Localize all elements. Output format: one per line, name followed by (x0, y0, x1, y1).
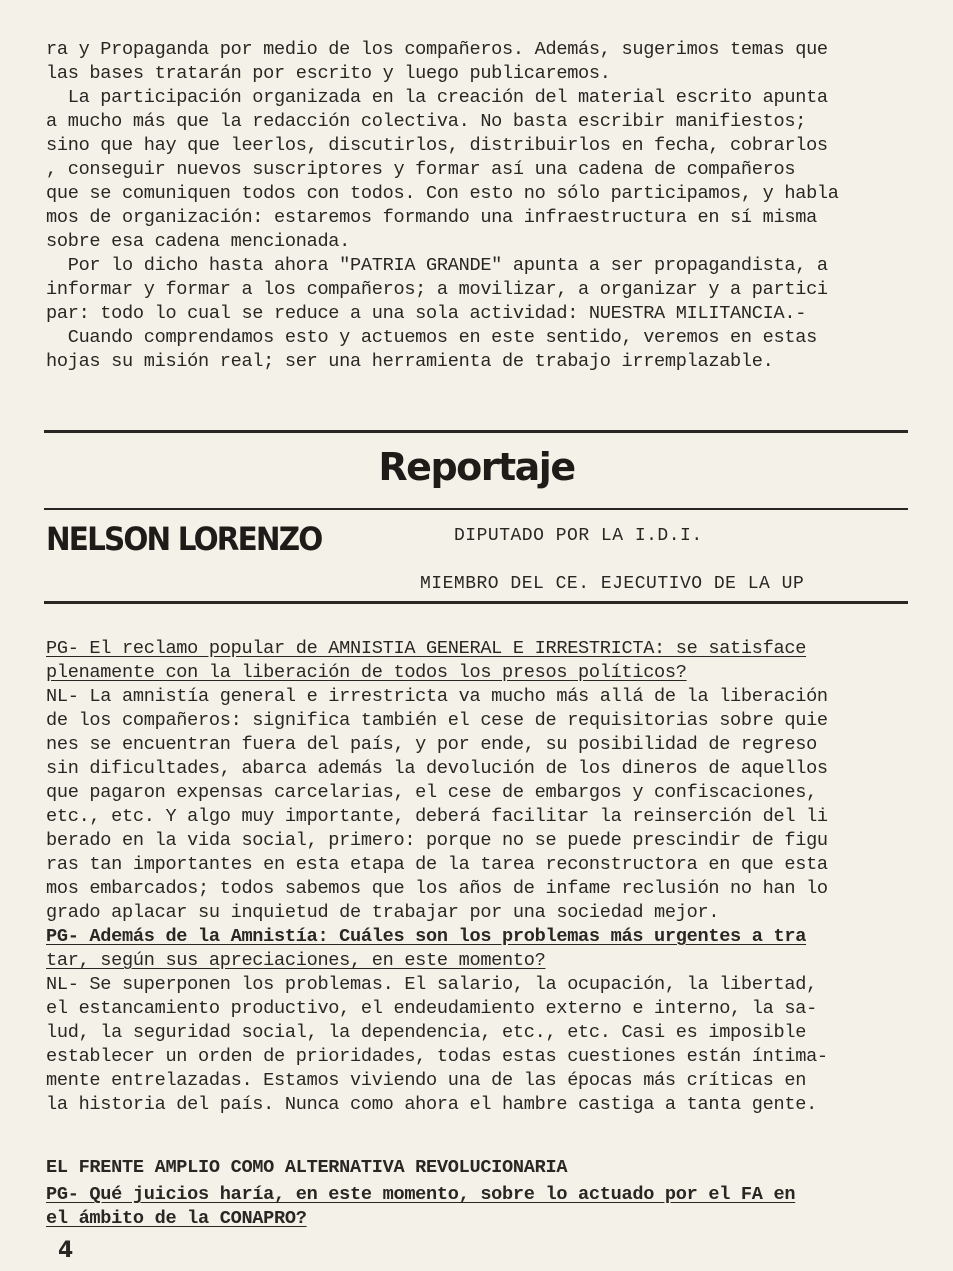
answer-line: berado en la vida social, primero: porque no se puede prescindir de figu (46, 830, 828, 851)
text-line: ra y Propaganda por medio de los compañeros. Además, sugerimos temas que (46, 39, 828, 60)
question-line: tar, según sus apreciaciones, en este momento? (46, 950, 546, 971)
interviewee-role-1: DIPUTADO POR LA I.D.I. (454, 526, 703, 546)
section-heading: Reportaje (378, 445, 575, 489)
answer-line: lud, la seguridad social, la dependencia, etc., etc. Casi es imposible (46, 1022, 807, 1043)
subsection-title: EL FRENTE AMPLIO COMO ALTERNATIVA REVOLUCIONARIA (46, 1157, 568, 1178)
answer-line: mos embarcados; todos sabemos que los años de infame reclusión no han lo (46, 878, 828, 899)
text-line: mos de organización: estaremos formando una infraestructura en sí misma (46, 207, 817, 228)
text-line: sobre esa cadena mencionada. (46, 231, 351, 252)
answer-line: establecer un orden de prioridades, todas estas cuestiones están íntima- (46, 1046, 828, 1067)
text-line: par: todo lo cual se reduce a una sola actividad: NUESTRA MILITANCIA.- (46, 303, 807, 324)
divider-header-top (44, 508, 908, 510)
text-line: La participación organizada en la creación del material escrito apunta (46, 87, 828, 108)
answer-line: NL- La amnistía general e irrestricta va mucho más allá de la liberación (46, 686, 828, 707)
question-line: plenamente con la liberación de todos los presos políticos? (46, 662, 687, 683)
answer-line: mente entrelazadas. Estamos viviendo una de las épocas más críticas en (46, 1070, 807, 1091)
answer-line: la historia del país. Nunca como ahora el hambre castiga a tanta gente. (46, 1094, 817, 1115)
divider-header-bottom (44, 601, 908, 604)
question-line: PG- El reclamo popular de AMNISTIA GENERAL E IRRESTRICTA: se satisface (46, 638, 807, 659)
question-line: PG- Qué juicios haría, en este momento, sobre lo actuado por el FA en (46, 1184, 796, 1205)
text-line: que se comuniquen todos con todos. Con esto no sólo participamos, y habla (46, 183, 839, 204)
answer-line: el estancamiento productivo, el endeudamiento externo e interno, la sa- (46, 998, 817, 1019)
answer-line: NL- Se superponen los problemas. El salario, la ocupación, la libertad, (46, 974, 817, 995)
question-line: el ámbito de la CONAPRO? (46, 1208, 307, 1229)
text-line: Cuando comprendamos esto y actuemos en este sentido, veremos en estas (46, 327, 817, 348)
answer-line: ras tan importantes en esta etapa de la tarea reconstructora en que esta (46, 854, 828, 875)
answer-line: de los compañeros: significa también el cese de requisitorias sobre quie (46, 710, 828, 731)
answer-line: grado aplacar su inquietud de trabajar por una sociedad mejor. (46, 902, 720, 923)
divider-top (44, 430, 908, 433)
answer-line: etc., etc. Y algo muy importante, deberá facilitar la reinserción del li (46, 806, 828, 827)
question-line: PG- Además de la Amnistía: Cuáles son los problemas más urgentes a tra (46, 926, 807, 947)
answer-line: sin dificultades, abarca además la devolución de los dineros de aquellos (46, 758, 828, 779)
text-line: Por lo dicho hasta ahora "PATRIA GRANDE" apunta a ser propagandista, a (46, 255, 828, 276)
text-line: informar y formar a los compañeros; a movilizar, a organizar y a partici (46, 279, 828, 300)
answer-line: que pagaron expensas carcelarias, el cese de embargos y confiscaciones, (46, 782, 817, 803)
text-line: las bases tratarán por escrito y luego publicaremos. (46, 63, 611, 84)
interviewee-role-2: MIEMBRO DEL CE. EJECUTIVO DE LA UP (420, 574, 805, 594)
text-line: a mucho más que la redacción colectiva. No basta escribir manifiestos; (46, 111, 807, 132)
text-line: sino que hay que leerlos, discutirlos, distribuirlos en fecha, cobrarlos (46, 135, 828, 156)
text-line: hojas su misión real; ser una herramienta de trabajo irremplazable. (46, 351, 774, 372)
answer-line: nes se encuentran fuera del país, y por ende, su posibilidad de regreso (46, 734, 817, 755)
page-number: 4 (58, 1238, 74, 1263)
interviewee-name: NELSON LORENZO (46, 520, 322, 558)
text-line: , conseguir nuevos suscriptores y formar así una cadena de compañeros (46, 159, 796, 180)
